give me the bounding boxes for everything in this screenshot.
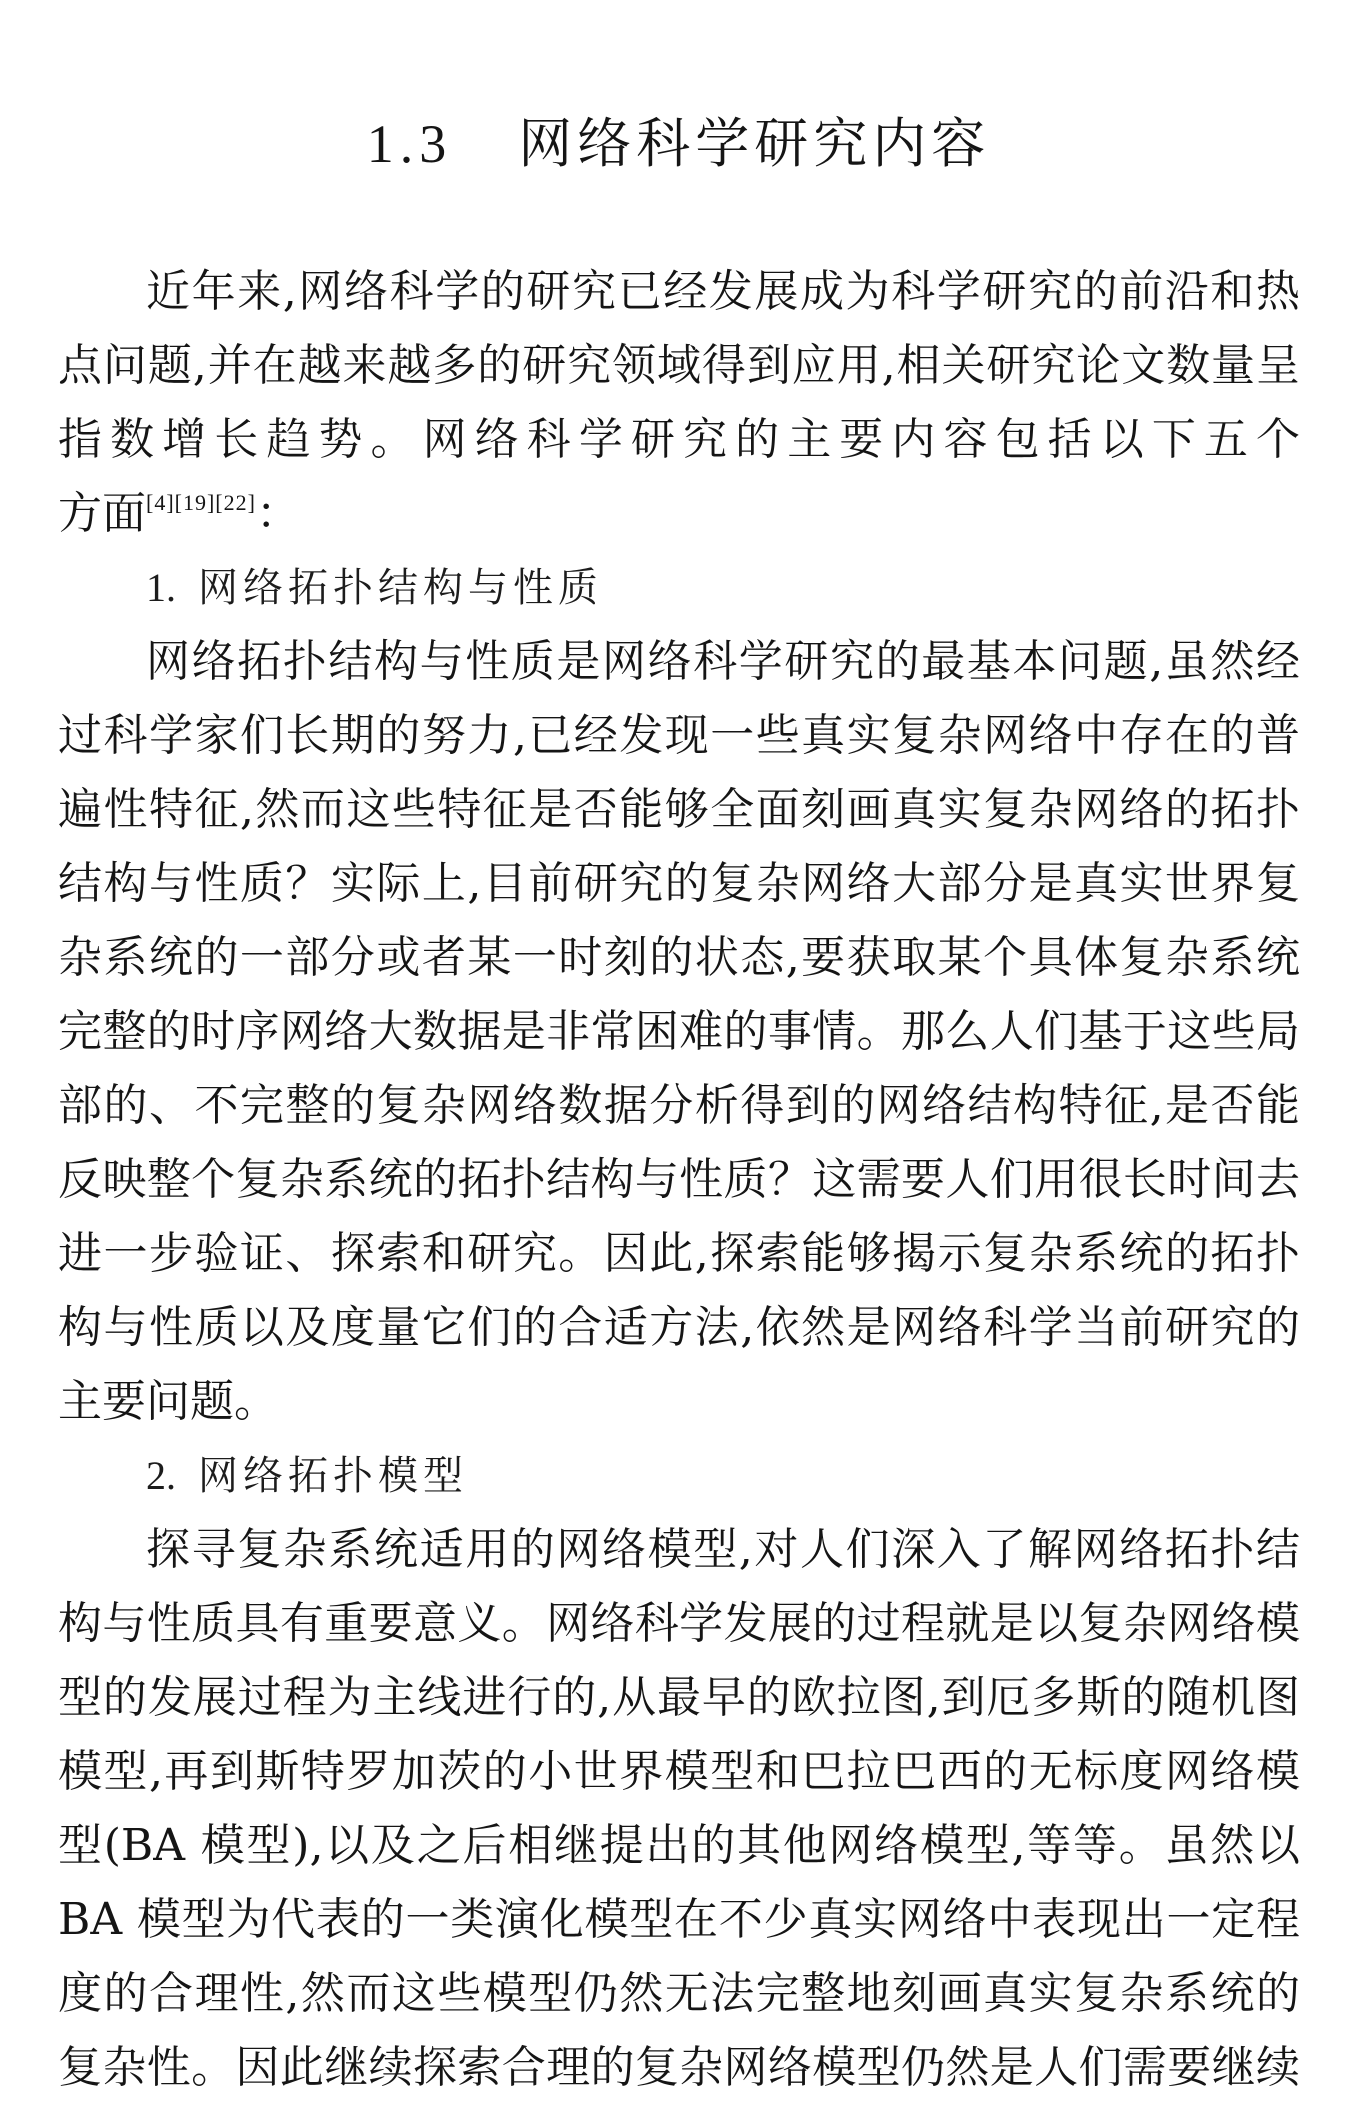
text-line: 进一步验证、探索和研究。因此,探索能够揭示复杂系统的拓扑: [58, 1228, 1300, 1279]
text-line: BA 模型为代表的一类演化模型在不少真实网络中表现出一定程: [58, 1894, 1300, 1945]
text-line: 遍性特征,然而这些特征是否能够全面刻画真实复杂网络的拓扑: [58, 784, 1300, 835]
text-line: 型(BA 模型),以及之后相继提出的其他网络模型,等等。虽然以: [58, 1820, 1300, 1871]
text-line: 指数增长趋势。网络科学研究的主要内容包括以下五个: [58, 414, 1300, 465]
subsection-heading: [58, 1439, 1300, 1513]
paragraph: [58, 625, 1300, 1439]
section-title: 网络科学研究内容: [518, 112, 991, 175]
paragraph: [58, 1513, 1300, 2105]
section-heading: [0, 112, 1357, 176]
text-fragment: 方面: [58, 488, 146, 539]
subsection-number: 2.: [146, 1453, 176, 1498]
text-line: 模型,再到斯特罗加茨的小世界模型和巴拉巴西的无标度网络模: [58, 1746, 1300, 1797]
citation-superscript: [4][19][22]: [146, 490, 256, 515]
text-fragment: ：: [255, 488, 300, 539]
subsection-heading: [58, 551, 1300, 625]
text-line: 反映整个复杂系统的拓扑结构与性质？这需要人们用很长时间去: [58, 1154, 1300, 1205]
text-line: 型的发展过程为主线进行的,从最早的欧拉图,到厄多斯的随机图: [58, 1672, 1300, 1723]
subsection-title: 网络拓扑结构与性质: [198, 565, 603, 611]
text-line: 构与性质具有重要意义。网络科学发展的过程就是以复杂网络模: [58, 1598, 1300, 1649]
text-line: 网络拓扑结构与性质是网络科学研究的最基本问题,虽然经: [146, 636, 1300, 687]
text-line: 度的合理性,然而这些模型仍然无法完整地刻画真实复杂系统的: [58, 1968, 1300, 2019]
subsection-title: 网络拓扑模型: [198, 1453, 468, 1499]
paragraph-intro: [58, 255, 1300, 551]
text-line: 近年来,网络科学的研究已经发展成为科学研究的前沿和热: [146, 266, 1300, 317]
section-number: 1.3: [366, 114, 453, 174]
text-line: [58, 477, 1300, 551]
text-line: 探寻复杂系统适用的网络模型,对人们深入了解网络拓扑结: [146, 1524, 1300, 1575]
text-line: 过科学家们长期的努力,已经发现一些真实复杂网络中存在的普: [58, 710, 1300, 761]
text-line: 杂系统的一部分或者某一时刻的状态,要获取某个具体复杂系统: [58, 932, 1300, 983]
subsection-number: 1.: [146, 565, 176, 610]
text-line: 复杂性。因此继续探索合理的复杂网络模型仍然是人们需要继续: [58, 2042, 1300, 2093]
text-body: [58, 255, 1300, 2105]
text-line: 部的、不完整的复杂网络数据分析得到的网络结构特征,是否能: [58, 1080, 1300, 1131]
text-line: 完整的时序网络大数据是非常困难的事情。那么人们基于这些局: [58, 1006, 1300, 1057]
text-line: 构与性质以及度量它们的合适方法,依然是网络科学当前研究的: [58, 1302, 1300, 1353]
text-line: 点问题,并在越来越多的研究领域得到应用,相关研究论文数量呈: [58, 340, 1300, 391]
text-line: 结构与性质？实际上,目前研究的复杂网络大部分是真实世界复: [58, 858, 1300, 909]
text-line: 主要问题。: [58, 1376, 278, 1427]
